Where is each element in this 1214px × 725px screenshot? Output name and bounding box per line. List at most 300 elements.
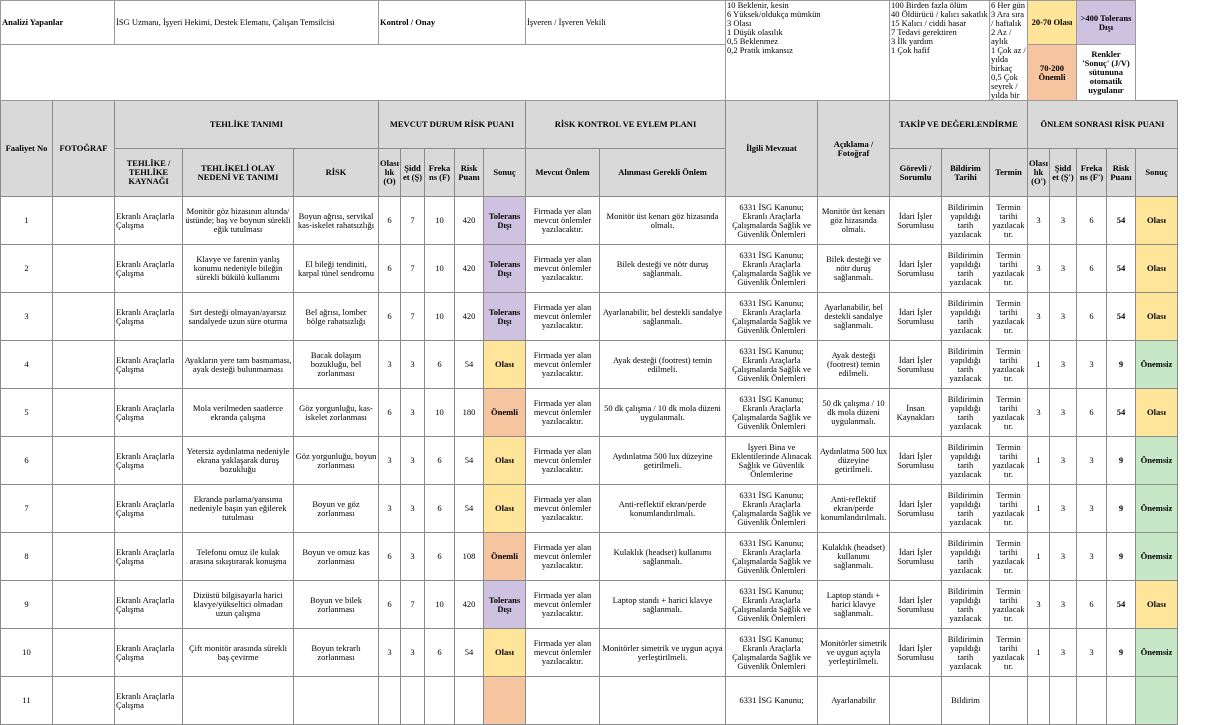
cell-alinmasi-gereken[interactable]: Anti-reflektif ekran/perde konumlandırılmalı. xyxy=(600,485,726,533)
cell-siddet[interactable]: 3 xyxy=(401,389,425,437)
cell-risk-puani[interactable]: 54 xyxy=(455,437,484,485)
cell-frekans[interactable]: 6 xyxy=(425,533,455,581)
cell-tehlikeli-olay[interactable]: Monitör göz hizasının altında/üstünde; baş ve boynun sürekli eğik tutulması xyxy=(183,197,294,245)
cell-frekans[interactable]: 10 xyxy=(425,245,455,293)
cell-risk[interactable]: Göz yorgunluğu, kas-iskelet zorlanması xyxy=(294,389,379,437)
cell-mevcut-onlem[interactable] xyxy=(526,677,600,725)
cell-mevcut-onlem[interactable]: Firmada yer alan mevcut önlemler yazılacaktır. xyxy=(526,437,600,485)
cell-tehlikeli-olay[interactable]: Klavye ve farenin yanlış konumu nedeniyle bileğin sürekli bükülü kullanımı xyxy=(183,245,294,293)
cell-risk-puani[interactable]: 54 xyxy=(455,629,484,677)
olasilik-legend-item: 1 Düşük olasılık xyxy=(727,27,783,37)
cell-tehlikeli-olay[interactable]: Ayakların yere tam basmaması, ayak desteği bulunmaması xyxy=(183,341,294,389)
cell-sonuc-after[interactable]: Olası xyxy=(1136,197,1178,245)
col-risk-puani-after: Risk Puanı xyxy=(1107,149,1136,197)
olasilik-legend-item: 0,5 Beklenmez xyxy=(727,36,778,46)
cell-alinmasi-gereken[interactable]: Ayarlanabilir, bel destekli sandalye sağlanmalı. xyxy=(600,293,726,341)
cell-risk[interactable]: Boyun tekrarlı zorlanması xyxy=(294,629,379,677)
siddet-legend-item: 100 Birden fazla ölüm xyxy=(891,0,968,10)
cell-siddet[interactable]: 3 xyxy=(401,341,425,389)
cell-gorevli[interactable]: İdari İşler Sorumlusu xyxy=(890,533,942,581)
kontrol-value[interactable]: İşveren / İşveren Vekili xyxy=(526,1,726,45)
cell-siddet[interactable]: 3 xyxy=(401,437,425,485)
cell-risk-puani-after[interactable]: 54 xyxy=(1107,197,1136,245)
cell-tehlike-kaynagi[interactable]: Ekranlı Araçlarla Çalışma xyxy=(115,437,183,485)
cell-sonuc[interactable]: Tolerans Dışı xyxy=(484,293,526,341)
olasilik-legend xyxy=(726,1,890,101)
olasilik-legend-item: 3 Olası xyxy=(727,18,752,28)
cell-alinmasi-gereken[interactable]: Laptop standı + harici klavye sağlanmalı. xyxy=(600,581,726,629)
cell-ilgili-mevzuat[interactable]: 6331 İSG Kanunu; Ekranlı Araçlarla Çalışmalarda Sağlık ve Güvenlik Önlemleri xyxy=(726,533,818,581)
cell-risk-puani[interactable] xyxy=(455,677,484,725)
cell-bildirim[interactable]: Bildirimin yapıldığı tarih yazılacak xyxy=(942,293,990,341)
cell-sonuc-after[interactable]: Olası xyxy=(1136,293,1178,341)
cell-faaliyet-no[interactable]: 10 xyxy=(1,629,53,677)
cell-olasilik[interactable]: 6 xyxy=(379,245,401,293)
cell-tehlikeli-olay[interactable]: Telefonu omuz ile kulak arasına sıkıştırarak konuşma xyxy=(183,533,294,581)
cell-faaliyet-no[interactable]: 3 xyxy=(1,293,53,341)
cell-olasilik[interactable]: 3 xyxy=(379,629,401,677)
cell-sonuc[interactable]: Tolerans Dışı xyxy=(484,581,526,629)
olasilik-legend-item: 0,2 Pratik imkansız xyxy=(727,45,793,55)
cell-mevcut-onlem[interactable]: Firmada yer alan mevcut önlemler yazılacaktır. xyxy=(526,485,600,533)
col-siddet-after: Şidd et (Ş') xyxy=(1050,149,1077,197)
col-aciklama: Açıklama / Fotoğraf xyxy=(818,101,890,197)
cell-olasilik-after[interactable]: 1 xyxy=(1028,485,1050,533)
cell-risk-puani[interactable]: 420 xyxy=(455,197,484,245)
cell-termin[interactable]: Termin tarihi yazılacak tır. xyxy=(990,629,1028,677)
cell-frekans-after[interactable]: 6 xyxy=(1077,197,1107,245)
col-risk: RİSK xyxy=(294,149,379,197)
group-tehlike-tanimi: TEHLİKE TANIMI xyxy=(115,101,379,149)
cell-frekans[interactable]: 6 xyxy=(425,629,455,677)
cell-sonuc[interactable]: Önemli xyxy=(484,533,526,581)
cell-termin[interactable]: Termin tarihi yazılacak tır. xyxy=(990,533,1028,581)
col-termin: Termin xyxy=(990,149,1028,197)
cell-termin[interactable]: Termin tarihi yazılacak tır. xyxy=(990,197,1028,245)
cell-olasilik-after[interactable]: 3 xyxy=(1028,293,1050,341)
cell-mevcut-onlem[interactable]: Firmada yer alan mevcut önlemler yazılacaktır. xyxy=(526,581,600,629)
cell-sonuc-after[interactable]: Olası xyxy=(1136,245,1178,293)
cell-frekans-after[interactable]: 6 xyxy=(1077,245,1107,293)
cell-bildirim[interactable]: Bildirimin yapıldığı tarih yazılacak xyxy=(942,533,990,581)
cell-aciklama[interactable]: Kulaklık (headset) kullanımı sağlanmalı. xyxy=(818,533,890,581)
cell-risk[interactable]: Boyun ve göz zorlanması xyxy=(294,485,379,533)
table-row[interactable] xyxy=(1,293,1178,341)
cell-mevcut-onlem[interactable]: Firmada yer alan mevcut önlemler yazılacaktır. xyxy=(526,293,600,341)
cell-tehlike-kaynagi[interactable]: Ekranlı Araçlarla Çalışma xyxy=(115,533,183,581)
cell-alinmasi-gereken[interactable]: Bilek desteği ve nötr duruş sağlanmalı. xyxy=(600,245,726,293)
cell-olasilik-after[interactable]: 3 xyxy=(1028,197,1050,245)
cell-gorevli[interactable] xyxy=(890,677,942,725)
cell-olasilik-after[interactable]: 1 xyxy=(1028,437,1050,485)
cell-ilgili-mevzuat[interactable]: 6331 İSG Kanunu; Ekranlı Araçlarla Çalışmalarda Sağlık ve Güvenlik Önlemleri xyxy=(726,293,818,341)
cell-fotograf[interactable] xyxy=(53,293,115,341)
cell-fotograf[interactable] xyxy=(53,677,115,725)
cell-aciklama[interactable]: Ayak desteği (footrest) temin edilmeli. xyxy=(818,341,890,389)
cell-faaliyet-no[interactable]: 6 xyxy=(1,437,53,485)
cell-siddet-after[interactable]: 3 xyxy=(1050,581,1077,629)
cell-ilgili-mevzuat[interactable]: 6331 İSG Kanunu; Ekranlı Araçlarla Çalışmalarda Sağlık ve Güvenlik Önlemleri xyxy=(726,245,818,293)
cell-alinmasi-gereken[interactable]: Kulaklık (headset) kullanımı sağlanmalı. xyxy=(600,533,726,581)
cell-risk-puani-after[interactable]: 9 xyxy=(1107,437,1136,485)
cell-tehlike-kaynagi[interactable]: Ekranlı Araçlarla Çalışma xyxy=(115,485,183,533)
table-row[interactable] xyxy=(1,245,1178,293)
col-fotograf: FOTOĞRAF xyxy=(53,101,115,197)
cell-sonuc-after[interactable]: Önemsiz xyxy=(1136,485,1178,533)
siddet-legend xyxy=(890,1,990,101)
cell-siddet[interactable]: 7 xyxy=(401,581,425,629)
cell-frekans-after[interactable]: 3 xyxy=(1077,629,1107,677)
cell-frekans[interactable] xyxy=(425,677,455,725)
table-row[interactable] xyxy=(1,341,1178,389)
cell-ilgili-mevzuat[interactable]: 6331 İSG Kanunu; xyxy=(726,677,818,725)
cell-gorevli[interactable]: İdari İşler Sorumlusu xyxy=(890,197,942,245)
cell-tehlike-kaynagi[interactable]: Ekranlı Araçlarla Çalışma xyxy=(115,293,183,341)
cell-ilgili-mevzuat[interactable]: 6331 İSG Kanunu; Ekranlı Araçlarla Çalışmalarda Sağlık ve Güvenlik Önlemleri xyxy=(726,341,818,389)
cell-sonuc[interactable]: Tolerans Dışı xyxy=(484,197,526,245)
cell-olasilik[interactable] xyxy=(379,677,401,725)
cell-termin[interactable]: Termin tarihi yazılacak tır. xyxy=(990,437,1028,485)
cell-sonuc-after[interactable]: Önemsiz xyxy=(1136,437,1178,485)
cell-aciklama[interactable]: Bilek desteği ve nötr duruş sağlanmalı. xyxy=(818,245,890,293)
cell-risk-puani[interactable]: 54 xyxy=(455,341,484,389)
cell-siddet-after[interactable] xyxy=(1050,677,1077,725)
cell-gorevli[interactable]: İdari İşler Sorumlusu xyxy=(890,485,942,533)
cell-fotograf[interactable] xyxy=(53,485,115,533)
cell-siddet-after[interactable]: 3 xyxy=(1050,245,1077,293)
col-frekans-after: Freka ns (F') xyxy=(1077,149,1107,197)
cell-siddet[interactable]: 7 xyxy=(401,245,425,293)
cell-tehlikeli-olay[interactable]: Mola verilmeden saatlerce ekranda çalışma xyxy=(183,389,294,437)
cell-risk-puani-after[interactable]: 9 xyxy=(1107,533,1136,581)
cell-frekans-after[interactable]: 6 xyxy=(1077,581,1107,629)
cell-siddet[interactable]: 3 xyxy=(401,485,425,533)
cell-olasilik[interactable]: 3 xyxy=(379,341,401,389)
cell-tehlike-kaynagi[interactable]: Ekranlı Araçlarla Çalışma xyxy=(115,341,183,389)
cell-ilgili-mevzuat[interactable]: 6331 İSG Kanunu; Ekranlı Araçlarla Çalışmalarda Sağlık ve Güvenlik Önlemleri xyxy=(726,485,818,533)
table-row[interactable] xyxy=(1,581,1178,629)
cell-risk-puani-after[interactable]: 9 xyxy=(1107,629,1136,677)
cell-termin[interactable]: Termin tarihi yazılacak tır. xyxy=(990,389,1028,437)
cell-tehlike-kaynagi[interactable]: Ekranlı Araçlarla Çalışma xyxy=(115,629,183,677)
cell-siddet-after[interactable]: 3 xyxy=(1050,437,1077,485)
cell-faaliyet-no[interactable]: 5 xyxy=(1,389,53,437)
cell-olasilik[interactable]: 6 xyxy=(379,581,401,629)
cell-termin[interactable] xyxy=(990,677,1028,725)
cell-mevcut-onlem[interactable]: Firmada yer alan mevcut önlemler yazılacaktır. xyxy=(526,389,600,437)
cell-tehlikeli-olay[interactable]: Yetersiz aydınlatma nedeniyle ekrana yaklaşarak duruş bozukluğu xyxy=(183,437,294,485)
cell-risk-puani[interactable]: 180 xyxy=(455,389,484,437)
cell-tehlike-kaynagi[interactable]: Ekranlı Araçlarla Çalışma xyxy=(115,389,183,437)
cell-termin[interactable]: Termin tarihi yazılacak tır. xyxy=(990,293,1028,341)
cell-siddet[interactable]: 3 xyxy=(401,629,425,677)
cell-mevcut-onlem[interactable]: Firmada yer alan mevcut önlemler yazılacaktır. xyxy=(526,341,600,389)
cell-siddet-after[interactable]: 3 xyxy=(1050,197,1077,245)
olasilik-legend-item: 6 Yüksek/oldukça mümkün xyxy=(727,9,821,19)
cell-frekans-after[interactable]: 3 xyxy=(1077,437,1107,485)
cell-frekans-after[interactable]: 6 xyxy=(1077,293,1107,341)
cell-risk[interactable]: Göz yorgunluğu, boyun zorlanması xyxy=(294,437,379,485)
frekans-legend-item: 0,5 Çok seyrek / yılda bir xyxy=(991,72,1020,100)
cell-bildirim[interactable]: Bildirimin yapıldığı tarih yazılacak xyxy=(942,197,990,245)
cell-tehlike-kaynagi[interactable]: Ekranlı Araçlarla Çalışma xyxy=(115,581,183,629)
cell-gorevli[interactable]: İdari İşler Sorumlusu xyxy=(890,581,942,629)
table-row[interactable] xyxy=(1,389,1178,437)
cell-olasilik-after[interactable]: 1 xyxy=(1028,629,1050,677)
cell-siddet-after[interactable]: 3 xyxy=(1050,485,1077,533)
cell-ilgili-mevzuat[interactable]: 6331 İSG Kanunu; Ekranlı Araçlarla Çalışmalarda Sağlık ve Güvenlik Önlemleri xyxy=(726,389,818,437)
cell-aciklama[interactable]: Monitörler simetrik ve uygun açıyla yerleştirilmeli. xyxy=(818,629,890,677)
cell-fotograf[interactable] xyxy=(53,389,115,437)
siddet-legend-item: 3 İlk yardım xyxy=(891,36,934,46)
range-onemli: 70-200 Önemli xyxy=(1028,45,1077,101)
col-faaliyet-no: Faaliyet No xyxy=(1,101,53,197)
cell-termin[interactable]: Termin tarihi yazılacak tır. xyxy=(990,245,1028,293)
cell-olasilik-after[interactable]: 1 xyxy=(1028,533,1050,581)
cell-olasilik[interactable]: 6 xyxy=(379,293,401,341)
cell-aciklama[interactable]: Ayarlanabilir, bel destekli sandalye sağlanmalı. xyxy=(818,293,890,341)
cell-risk-puani[interactable]: 420 xyxy=(455,293,484,341)
cell-frekans[interactable]: 6 xyxy=(425,341,455,389)
cell-faaliyet-no[interactable]: 4 xyxy=(1,341,53,389)
cell-olasilik-after[interactable]: 3 xyxy=(1028,245,1050,293)
cell-fotograf[interactable] xyxy=(53,245,115,293)
cell-mevcut-onlem[interactable]: Firmada yer alan mevcut önlemler yazılacaktır. xyxy=(526,245,600,293)
cell-ilgili-mevzuat[interactable]: İşyeri Bina ve Eklentilerinde Alınacak Sağlık ve Güvenlik Önlemlerine xyxy=(726,437,818,485)
cell-frekans-after[interactable]: 3 xyxy=(1077,485,1107,533)
cell-sonuc[interactable]: Tolerans Dışı xyxy=(484,245,526,293)
cell-risk-puani-after[interactable]: 54 xyxy=(1107,389,1136,437)
cell-faaliyet-no[interactable]: 1 xyxy=(1,197,53,245)
cell-bildirim[interactable]: Bildirimin yapıldığı tarih yazılacak xyxy=(942,629,990,677)
cell-faaliyet-no[interactable]: 11 xyxy=(1,677,53,725)
cell-alinmasi-gereken[interactable]: Monitörler simetrik ve uygun açıya yerleştirilmeli. xyxy=(600,629,726,677)
cell-frekans[interactable]: 10 xyxy=(425,389,455,437)
cell-bildirim[interactable]: Bildirimin yapıldığı tarih yazılacak xyxy=(942,341,990,389)
col-frekans: Freka ns (F) xyxy=(425,149,455,197)
cell-tehlikeli-olay[interactable]: Sırt desteği olmayan/ayarsız sandalyede uzun süre oturma xyxy=(183,293,294,341)
cell-risk-puani[interactable]: 420 xyxy=(455,245,484,293)
cell-sonuc-after[interactable]: Olası xyxy=(1136,581,1178,629)
cell-bildirim[interactable]: Bildirimin yapıldığı tarih yazılacak xyxy=(942,245,990,293)
cell-frekans[interactable]: 10 xyxy=(425,293,455,341)
cell-risk[interactable]: Boyun ve bilek zorlanması xyxy=(294,581,379,629)
cell-fotograf[interactable] xyxy=(53,581,115,629)
cell-risk-puani[interactable]: 108 xyxy=(455,533,484,581)
frekans-legend xyxy=(990,1,1028,101)
cell-bildirim[interactable]: Bildirimin yapıldığı tarih yazılacak xyxy=(942,581,990,629)
cell-faaliyet-no[interactable]: 7 xyxy=(1,485,53,533)
cell-tehlike-kaynagi[interactable]: Ekranlı Araçlarla Çalışma xyxy=(115,245,183,293)
cell-termin[interactable]: Termin tarihi yazılacak tır. xyxy=(990,581,1028,629)
cell-frekans-after[interactable]: 3 xyxy=(1077,341,1107,389)
cell-tehlike-kaynagi[interactable]: Ekranlı Araçlarla Çalışma xyxy=(115,677,183,725)
cell-risk-puani[interactable]: 420 xyxy=(455,581,484,629)
cell-siddet-after[interactable]: 3 xyxy=(1050,533,1077,581)
table-row[interactable] xyxy=(1,629,1178,677)
cell-risk-puani-after[interactable]: 54 xyxy=(1107,245,1136,293)
cell-aciklama[interactable]: Aydınlatma 500 lux düzeyine getirilmeli. xyxy=(818,437,890,485)
cell-aciklama[interactable]: Ayarlanabilir xyxy=(818,677,890,725)
cell-risk[interactable]: Bel ağrısı, lomber bölge rahatsızlığı xyxy=(294,293,379,341)
table-row[interactable] xyxy=(1,677,1178,725)
analiz-value[interactable]: İSG Uzmanı, İşyeri Hekimi, Destek Elemanı, Çalışan Temsilcisi xyxy=(115,1,379,45)
cell-fotograf[interactable] xyxy=(53,341,115,389)
cell-tehlikeli-olay[interactable]: Çift monitör arasında sürekli baş çevirme xyxy=(183,629,294,677)
cell-tehlikeli-olay[interactable]: Dizüstü bilgisayarla harici klavye/yükseltici olmadan uzun çalışma xyxy=(183,581,294,629)
cell-olasilik-after[interactable]: 3 xyxy=(1028,581,1050,629)
cell-sonuc-after[interactable]: Önemsiz xyxy=(1136,629,1178,677)
cell-sonuc-after[interactable]: Önemsiz xyxy=(1136,533,1178,581)
cell-risk-puani-after[interactable]: 54 xyxy=(1107,581,1136,629)
col-sonuc: Sonuç xyxy=(484,149,526,197)
group-takip: TAKİP VE DEĞERLENDİRME xyxy=(890,101,1028,149)
cell-alinmasi-gereken[interactable]: Monitör üst kenarı göz hizasında olmalı. xyxy=(600,197,726,245)
cell-siddet[interactable] xyxy=(401,677,425,725)
table-row[interactable] xyxy=(1,485,1178,533)
cell-gorevli[interactable]: İdari İşler Sorumlusu xyxy=(890,629,942,677)
siddet-legend-item: 7 Tedavi gerektiren xyxy=(891,27,957,37)
cell-siddet-after[interactable]: 3 xyxy=(1050,341,1077,389)
cell-gorevli[interactable]: İdari İşler Sorumlusu xyxy=(890,341,942,389)
cell-olasilik-after[interactable]: 3 xyxy=(1028,389,1050,437)
cell-ilgili-mevzuat[interactable]: 6331 İSG Kanunu; Ekranlı Araçlarla Çalışmalarda Sağlık ve Güvenlik Önlemleri xyxy=(726,581,818,629)
col-tehlike-kaynagi: TEHLİKE / TEHLİKE KAYNAĞI xyxy=(115,149,183,197)
cell-olasilik[interactable]: 6 xyxy=(379,197,401,245)
col-olasilik: Olası lık (O) xyxy=(379,149,401,197)
cell-aciklama[interactable]: Monitör üst kenarı göz hizasında olmalı. xyxy=(818,197,890,245)
cell-fotograf[interactable] xyxy=(53,533,115,581)
cell-ilgili-mevzuat[interactable]: 6331 İSG Kanunu; Ekranlı Araçlarla Çalışmalarda Sağlık ve Güvenlik Önlemleri xyxy=(726,629,818,677)
cell-olasilik[interactable]: 3 xyxy=(379,485,401,533)
cell-olasilik-after[interactable]: 1 xyxy=(1028,341,1050,389)
cell-aciklama[interactable]: 50 dk çalışma / 10 dk mola düzeni uygulanmalı. xyxy=(818,389,890,437)
cell-fotograf[interactable] xyxy=(53,197,115,245)
group-onlem-sonrasi: ÖNLEM SONRASI RİSK PUANI xyxy=(1028,101,1178,149)
cell-risk[interactable]: Bacak dolaşım bozukluğu, bel zorlanması xyxy=(294,341,379,389)
col-risk-puani: Risk Puanı xyxy=(455,149,484,197)
cell-olasilik[interactable]: 6 xyxy=(379,389,401,437)
cell-faaliyet-no[interactable]: 2 xyxy=(1,245,53,293)
table-row[interactable] xyxy=(1,533,1178,581)
cell-termin[interactable]: Termin tarihi yazılacak tır. xyxy=(990,341,1028,389)
range-tolerans: >400 Tolerans Dışı xyxy=(1077,1,1136,45)
cell-mevcut-onlem[interactable]: Firmada yer alan mevcut önlemler yazılacaktır. xyxy=(526,197,600,245)
siddet-legend-item: 15 Kalıcı / ciddi hasar xyxy=(891,18,967,28)
cell-risk-puani-after[interactable]: 9 xyxy=(1107,485,1136,533)
col-ilgili-mevzuat: İlgili Mevzuat xyxy=(726,101,818,197)
cell-fotograf[interactable] xyxy=(53,629,115,677)
cell-bildirim[interactable]: Bildirimin yapıldığı tarih yazılacak xyxy=(942,389,990,437)
cell-olasilik[interactable]: 3 xyxy=(379,437,401,485)
siddet-legend-item: 1 Çok hafif xyxy=(891,45,930,55)
cell-gorevli[interactable]: İdari İşler Sorumlusu xyxy=(890,293,942,341)
cell-risk[interactable]: Boyun ve omuz kas zorlanması xyxy=(294,533,379,581)
cell-faaliyet-no[interactable]: 9 xyxy=(1,581,53,629)
cell-frekans[interactable]: 6 xyxy=(425,437,455,485)
cell-mevcut-onlem[interactable]: Firmada yer alan mevcut önlemler yazılacaktır. xyxy=(526,533,600,581)
cell-risk-puani[interactable]: 54 xyxy=(455,485,484,533)
cell-frekans-after[interactable]: 3 xyxy=(1077,533,1107,581)
cell-siddet-after[interactable]: 3 xyxy=(1050,389,1077,437)
cell-tehlikeli-olay[interactable]: Ekranda parlama/yansıma nedeniyle başın yan eğilerek tutulması xyxy=(183,485,294,533)
cell-frekans[interactable]: 10 xyxy=(425,197,455,245)
cell-bildirim[interactable]: Bildirimin yapıldığı tarih yazılacak xyxy=(942,437,990,485)
cell-olasilik[interactable]: 6 xyxy=(379,533,401,581)
cell-faaliyet-no[interactable]: 8 xyxy=(1,533,53,581)
cell-bildirim[interactable]: Bildirim xyxy=(942,677,990,725)
cell-fotograf[interactable] xyxy=(53,437,115,485)
cell-sonuc[interactable]: Önemli xyxy=(484,389,526,437)
cell-risk-puani-after[interactable]: 54 xyxy=(1107,293,1136,341)
cell-bildirim[interactable]: Bildirimin yapıldığı tarih yazılacak xyxy=(942,485,990,533)
table-row[interactable] xyxy=(1,437,1178,485)
cell-siddet-after[interactable]: 3 xyxy=(1050,293,1077,341)
cell-gorevli[interactable]: İnsan Kaynakları xyxy=(890,389,942,437)
col-bildirim: Bildirim Tarihi xyxy=(942,149,990,197)
cell-olasilik-after[interactable] xyxy=(1028,677,1050,725)
cell-alinmasi-gereken[interactable]: Aydınlatma 500 lux düzeyine getirilmeli. xyxy=(600,437,726,485)
cell-sonuc[interactable]: Olası xyxy=(484,629,526,677)
cell-sonuc-after[interactable]: Önemsiz xyxy=(1136,341,1178,389)
cell-frekans-after[interactable]: 6 xyxy=(1077,389,1107,437)
renkler-note: Renkler 'Sonuç' (J/V) sütununa otomatik uygulanır xyxy=(1077,45,1136,101)
cell-termin[interactable]: Termin tarihi yazılacak tır. xyxy=(990,485,1028,533)
cell-alinmasi-gereken[interactable]: Ayak desteği (footrest) temin edilmeli. xyxy=(600,341,726,389)
cell-sonuc[interactable]: Olası xyxy=(484,341,526,389)
cell-risk[interactable]: Boyun ağrısı, servikal kas-iskelet rahatsızlığı xyxy=(294,197,379,245)
cell-sonuc[interactable]: Olası xyxy=(484,437,526,485)
col-olasilik-after: Olası lık (O') xyxy=(1028,149,1050,197)
cell-frekans[interactable]: 6 xyxy=(425,485,455,533)
cell-alinmasi-gereken[interactable]: 50 dk çalışma / 10 dk mola düzeni uygulanmalı. xyxy=(600,389,726,437)
cell-gorevli[interactable]: İdari İşler Sorumlusu xyxy=(890,437,942,485)
group-risk-kontrol: RİSK KONTROL VE EYLEM PLANI xyxy=(526,101,726,149)
cell-siddet-after[interactable]: 3 xyxy=(1050,629,1077,677)
cell-frekans[interactable]: 10 xyxy=(425,581,455,629)
cell-tehlike-kaynagi[interactable]: Ekranlı Araçlarla Çalışma xyxy=(115,197,183,245)
cell-gorevli[interactable]: İdari İşler Sorumlusu xyxy=(890,245,942,293)
group-mevcut-durum: MEVCUT DURUM RİSK PUANI xyxy=(379,101,526,149)
table-row[interactable] xyxy=(1,197,1178,245)
cell-sonuc-after[interactable] xyxy=(1136,677,1178,725)
cell-aciklama[interactable]: Laptop standı + harici klavye sağlanmalı. xyxy=(818,581,890,629)
cell-risk[interactable]: El bileği tendiniti, karpal tünel sendromu xyxy=(294,245,379,293)
col-sonuc-after: Sonuç xyxy=(1136,149,1178,197)
col-alinmasi-gereken: Alınması Gerekli Önlem xyxy=(600,149,726,197)
cell-sonuc[interactable]: Olası xyxy=(484,485,526,533)
cell-sonuc-after[interactable]: Olası xyxy=(1136,389,1178,437)
cell-risk-puani-after[interactable] xyxy=(1107,677,1136,725)
cell-aciklama[interactable]: Anti-reflektif ekran/perde konumlandırılmalı. xyxy=(818,485,890,533)
frekans-legend-item: 3 Ara sıra / haftalık xyxy=(991,9,1025,28)
cell-siddet[interactable]: 7 xyxy=(401,293,425,341)
cell-siddet[interactable]: 7 xyxy=(401,197,425,245)
cell-tehlikeli-olay[interactable] xyxy=(183,677,294,725)
frekans-legend-item: 1 Çok az / yılda birkaç xyxy=(991,45,1026,73)
cell-risk-puani-after[interactable]: 9 xyxy=(1107,341,1136,389)
info-blank xyxy=(1,45,726,101)
siddet-legend-item: 40 Öldürücü / kalıcı sakatlık xyxy=(891,9,988,19)
cell-siddet[interactable]: 3 xyxy=(401,533,425,581)
cell-ilgili-mevzuat[interactable]: 6331 İSG Kanunu; Ekranlı Araçlarla Çalışmalarda Sağlık ve Güvenlik Önlemleri xyxy=(726,197,818,245)
cell-sonuc[interactable] xyxy=(484,677,526,725)
cell-alinmasi-gereken[interactable] xyxy=(600,677,726,725)
col-tehlikeli-olay: TEHLİKELİ OLAY NEDENİ VE TANIMI xyxy=(183,149,294,197)
cell-frekans-after[interactable] xyxy=(1077,677,1107,725)
cell-risk[interactable] xyxy=(294,677,379,725)
cell-mevcut-onlem[interactable]: Firmada yer alan mevcut önlemler yazılacaktır. xyxy=(526,629,600,677)
